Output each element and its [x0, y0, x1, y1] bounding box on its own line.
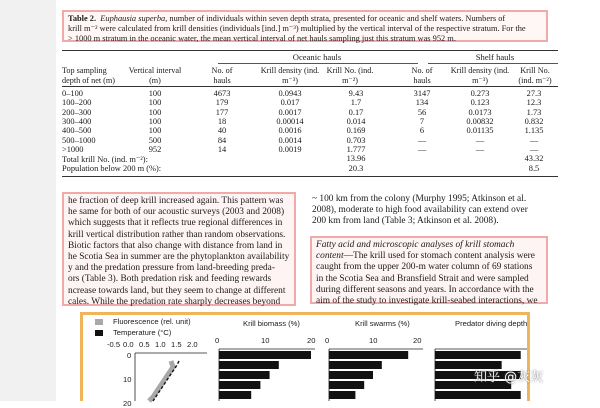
watermark: 知乎 @灰灰 — [474, 370, 544, 385]
section-line: in the Scotia Sea and Bransfield Strait and were sampled — [316, 273, 529, 284]
temperature-tick: 0.5 — [139, 340, 150, 349]
table-cell-o_hauls: 177 — [215, 107, 229, 117]
table-cell-depth: 100–200 — [62, 98, 92, 108]
table-cell-depth: 200–300 — [62, 107, 92, 117]
section-heading: Fatty acid and microscopic analyses of krill stomach — [316, 240, 515, 250]
left-column-line: which suggests that it reflects true regional differences in — [68, 218, 283, 229]
table-cell-s_density: 0.00832 — [466, 116, 494, 126]
total-label: Total krill No. (ind. m⁻²): — [62, 155, 148, 164]
table-cell-o_hauls: 14 — [217, 144, 227, 154]
temperature-tick: -0.5 — [107, 340, 121, 349]
panel3-tick: 10 — [369, 336, 378, 345]
table-cell-o_density: 0.0943 — [278, 89, 302, 98]
krill-biomass-bar — [219, 381, 260, 389]
table-cell-o_hauls: 179 — [215, 98, 229, 108]
temperature-tick: 1.5 — [171, 340, 182, 349]
left-column-line: krill vertical distribution rather than random observations. — [68, 229, 286, 240]
table-cell-interval: 100 — [148, 98, 162, 108]
table-cell-interval: 100 — [148, 116, 162, 126]
temperature-tick: 1.0 — [155, 340, 166, 349]
table-cell-s_density: 0.273 — [470, 89, 490, 98]
table-cell-s_density: 0.123 — [470, 98, 490, 108]
group-oceanic: Oceanic hauls — [292, 52, 342, 62]
section-line: aim of the study to investigate krill-seabed interactions, we — [316, 296, 538, 307]
total-shelf: 43.32 — [524, 154, 544, 163]
temperature-legend-swatch — [95, 330, 103, 336]
table-cell-s_no: 1.135 — [524, 126, 544, 136]
table-cell-o_density: 0.0017 — [278, 107, 302, 117]
panel2-tick: 20 — [307, 336, 316, 345]
temperature-tick: 0.0 — [123, 340, 134, 349]
left-column-line: cales. While the predation rate sharply decreases beyond — [68, 296, 281, 307]
page-margin — [0, 0, 56, 401]
table-cell-s_hauls: 3147 — [413, 89, 431, 98]
header-sampling-depth: Top sampling depth of net (m) — [62, 66, 115, 85]
caption-line2: krill m⁻² were calculated from krill densities (individuals [ind.] m⁻³) multiplied by the vertical interval of the respective stratum. For the — [68, 24, 526, 33]
group-shelf: Shelf hauls — [475, 52, 515, 62]
table-cell-depth: 500–1000 — [62, 135, 96, 145]
table-cell-o_density: 0.017 — [280, 98, 300, 108]
header-oceanic-hauls: No. of hauls — [211, 66, 233, 85]
figure-panel — [80, 312, 530, 408]
table-cell-o_hauls: 84 — [217, 135, 227, 145]
table-cell-s_no: — — [529, 135, 539, 145]
fluorescence-legend-swatch — [95, 319, 103, 325]
header-oceanic-no: Krill No. (ind. m⁻²) — [326, 66, 374, 85]
section-line1: —The krill used for stomach content analysis were — [343, 251, 535, 262]
right-column-line: 200 km from land (Table 3; Atkinson et al. 2008). — [312, 216, 499, 227]
table-cell-o_no: 1.777 — [346, 144, 366, 154]
krill-biomass-bar — [219, 351, 311, 359]
pop-oceanic: 20.3 — [348, 164, 364, 173]
table-cell-o_density: 0.0016 — [278, 126, 302, 136]
table-cell-interval: 100 — [148, 107, 162, 117]
table-cell-depth: 300–400 — [62, 116, 92, 126]
krill-biomass-bar — [219, 361, 279, 369]
table-cell-interval: 952 — [148, 144, 162, 154]
krill-swarms-bar — [329, 351, 408, 359]
panel3-tick: 0 — [325, 336, 330, 345]
total-oceanic: 13.96 — [346, 154, 366, 163]
panel3-title: Krill swarms (%) — [355, 319, 410, 328]
table-cell-o_hauls: 4673 — [213, 89, 231, 98]
caption-species: Euphausia superba — [100, 14, 166, 23]
legend-temperature: Temperature (°C) — [113, 328, 172, 337]
table-cell-interval: 100 — [148, 126, 162, 136]
right-column-line: ~ 100 km from the colony (Murphy 1995; Atkinson et al. — [312, 194, 527, 204]
body-right-top — [312, 194, 552, 228]
table-cell-o_hauls: 40 — [217, 126, 227, 136]
depth-tick: 10 — [123, 375, 132, 384]
table-cell-s_no: 27.3 — [526, 89, 542, 98]
table-cell-s_no: 12.3 — [526, 98, 542, 108]
table-cell-depth: 0–100 — [62, 89, 83, 98]
table-cell-s_density: 0.01135 — [466, 126, 494, 136]
table-cell-o_no: 9.43 — [348, 89, 364, 98]
fluorescence-profile — [149, 361, 173, 401]
krill-biomass-bar — [219, 371, 270, 379]
caption-label: Table 2. — [68, 14, 97, 23]
left-column-line: y and the predation pressure from land-breeding preda- — [68, 263, 275, 274]
table-caption — [62, 10, 548, 42]
header-oceanic-density: Krill density (ind. m⁻³) — [260, 66, 320, 85]
table-cell-o_density: 0.0019 — [278, 144, 302, 154]
table-cell-o_no: 0.169 — [346, 126, 366, 136]
legend-fluorescence: Fluorescence (rel. unit) — [113, 317, 191, 326]
header-vertical-interval: Vertical interval (m) — [128, 66, 182, 85]
table-cell-s_hauls: 6 — [419, 126, 425, 136]
table-cell-interval: 500 — [148, 135, 162, 145]
depth-tick: 0 — [127, 351, 132, 360]
table-cell-s_density: — — [475, 144, 485, 154]
section-line: caught from the upper 200-m water column of 69 stations — [316, 262, 533, 273]
table-cell-o_hauls: 18 — [217, 116, 227, 126]
panel4-title: Predator diving depth — [455, 319, 528, 328]
table-cell-s_density: 0.0173 — [468, 107, 492, 117]
right-column-line: 2008), moderate to high food availability can extend over — [312, 205, 528, 216]
table-cell-o_no: 1.7 — [350, 98, 362, 108]
header-shelf-density: Krill density (ind. m⁻³) — [450, 66, 510, 85]
caption-line3: > 1000 m stratum in the oceanic water, the mean vertical interval of net hauls sampling just this stratum was 952 m. — [68, 34, 456, 43]
depth-tick: 20 — [123, 399, 132, 408]
table-cell-depth: 400–500 — [62, 126, 92, 136]
body-left-column — [62, 192, 296, 306]
table-cell-s_hauls: — — [417, 144, 427, 154]
table-cell-s_no: 0.832 — [524, 116, 544, 126]
table-cell-s_hauls: 56 — [417, 107, 427, 117]
table-cell-s_density: — — [475, 135, 485, 145]
table-cell-s_no: — — [529, 144, 539, 154]
panel3-tick: 20 — [413, 336, 422, 345]
table-cell-s_hauls: — — [417, 135, 427, 145]
table-cell-s_hauls: 134 — [415, 98, 429, 108]
predator-depth-bar — [435, 391, 521, 399]
krill-swarms-bar — [329, 391, 355, 399]
section-line: during different seasons and years. In accordance with the — [316, 284, 534, 295]
krill-swarms-bar — [329, 361, 382, 369]
left-column-line: ors (Table 3). Both predation risk and feeding rewards — [68, 274, 272, 285]
table-cell-o_no: 0.703 — [346, 135, 366, 145]
panel2-tick: 10 — [261, 336, 270, 345]
caption-line1: , number of individuals within seven depth strata, presented for oceanic and shelf waters. Numbers of — [165, 14, 506, 23]
panel2-tick: 0 — [215, 336, 220, 345]
krill-biomass-bar — [219, 391, 251, 399]
table-cell-s_no: 1.73 — [526, 107, 542, 117]
table-cell-depth: >1000 — [62, 144, 84, 154]
table-cell-o_density: 0.0014 — [278, 135, 302, 145]
left-column-line: ncrease towards land, but they seem to change at different — [68, 285, 286, 296]
table-cell-o_no: 0.17 — [348, 107, 364, 117]
krill-swarms-bar — [329, 381, 364, 389]
temperature-tick: 2.0 — [187, 340, 198, 349]
table-cell-o_density: 0.00014 — [276, 116, 304, 126]
left-column-line: Biotic factors that also change with distance from land in — [68, 240, 283, 251]
header-shelf-hauls: No. of hauls — [411, 66, 433, 85]
left-column-line: he fraction of deep krill increased again. This pattern was — [68, 196, 284, 206]
header-shelf-no: Krill No. (ind. m⁻²) — [518, 66, 552, 85]
predator-depth-bar — [435, 351, 521, 359]
table-cell-interval: 100 — [148, 89, 162, 98]
left-column-line: he same for both of our acoustic surveys (2003 and 2008) — [68, 207, 285, 218]
pop-shelf: 8.5 — [528, 164, 540, 173]
table-cell-s_hauls: 7 — [419, 116, 425, 126]
left-column-line: he Scotia Sea in summer are the phytoplankton availability — [68, 252, 290, 263]
fatty-acid-section — [310, 236, 548, 307]
krill-swarms-bar — [329, 371, 373, 379]
panel2-title: Krill biomass (%) — [243, 319, 300, 328]
pop-label: Population below 200 m (%): — [62, 164, 162, 173]
table-cell-o_no: 0.014 — [346, 116, 366, 126]
section-heading-cont: content — [316, 251, 344, 262]
